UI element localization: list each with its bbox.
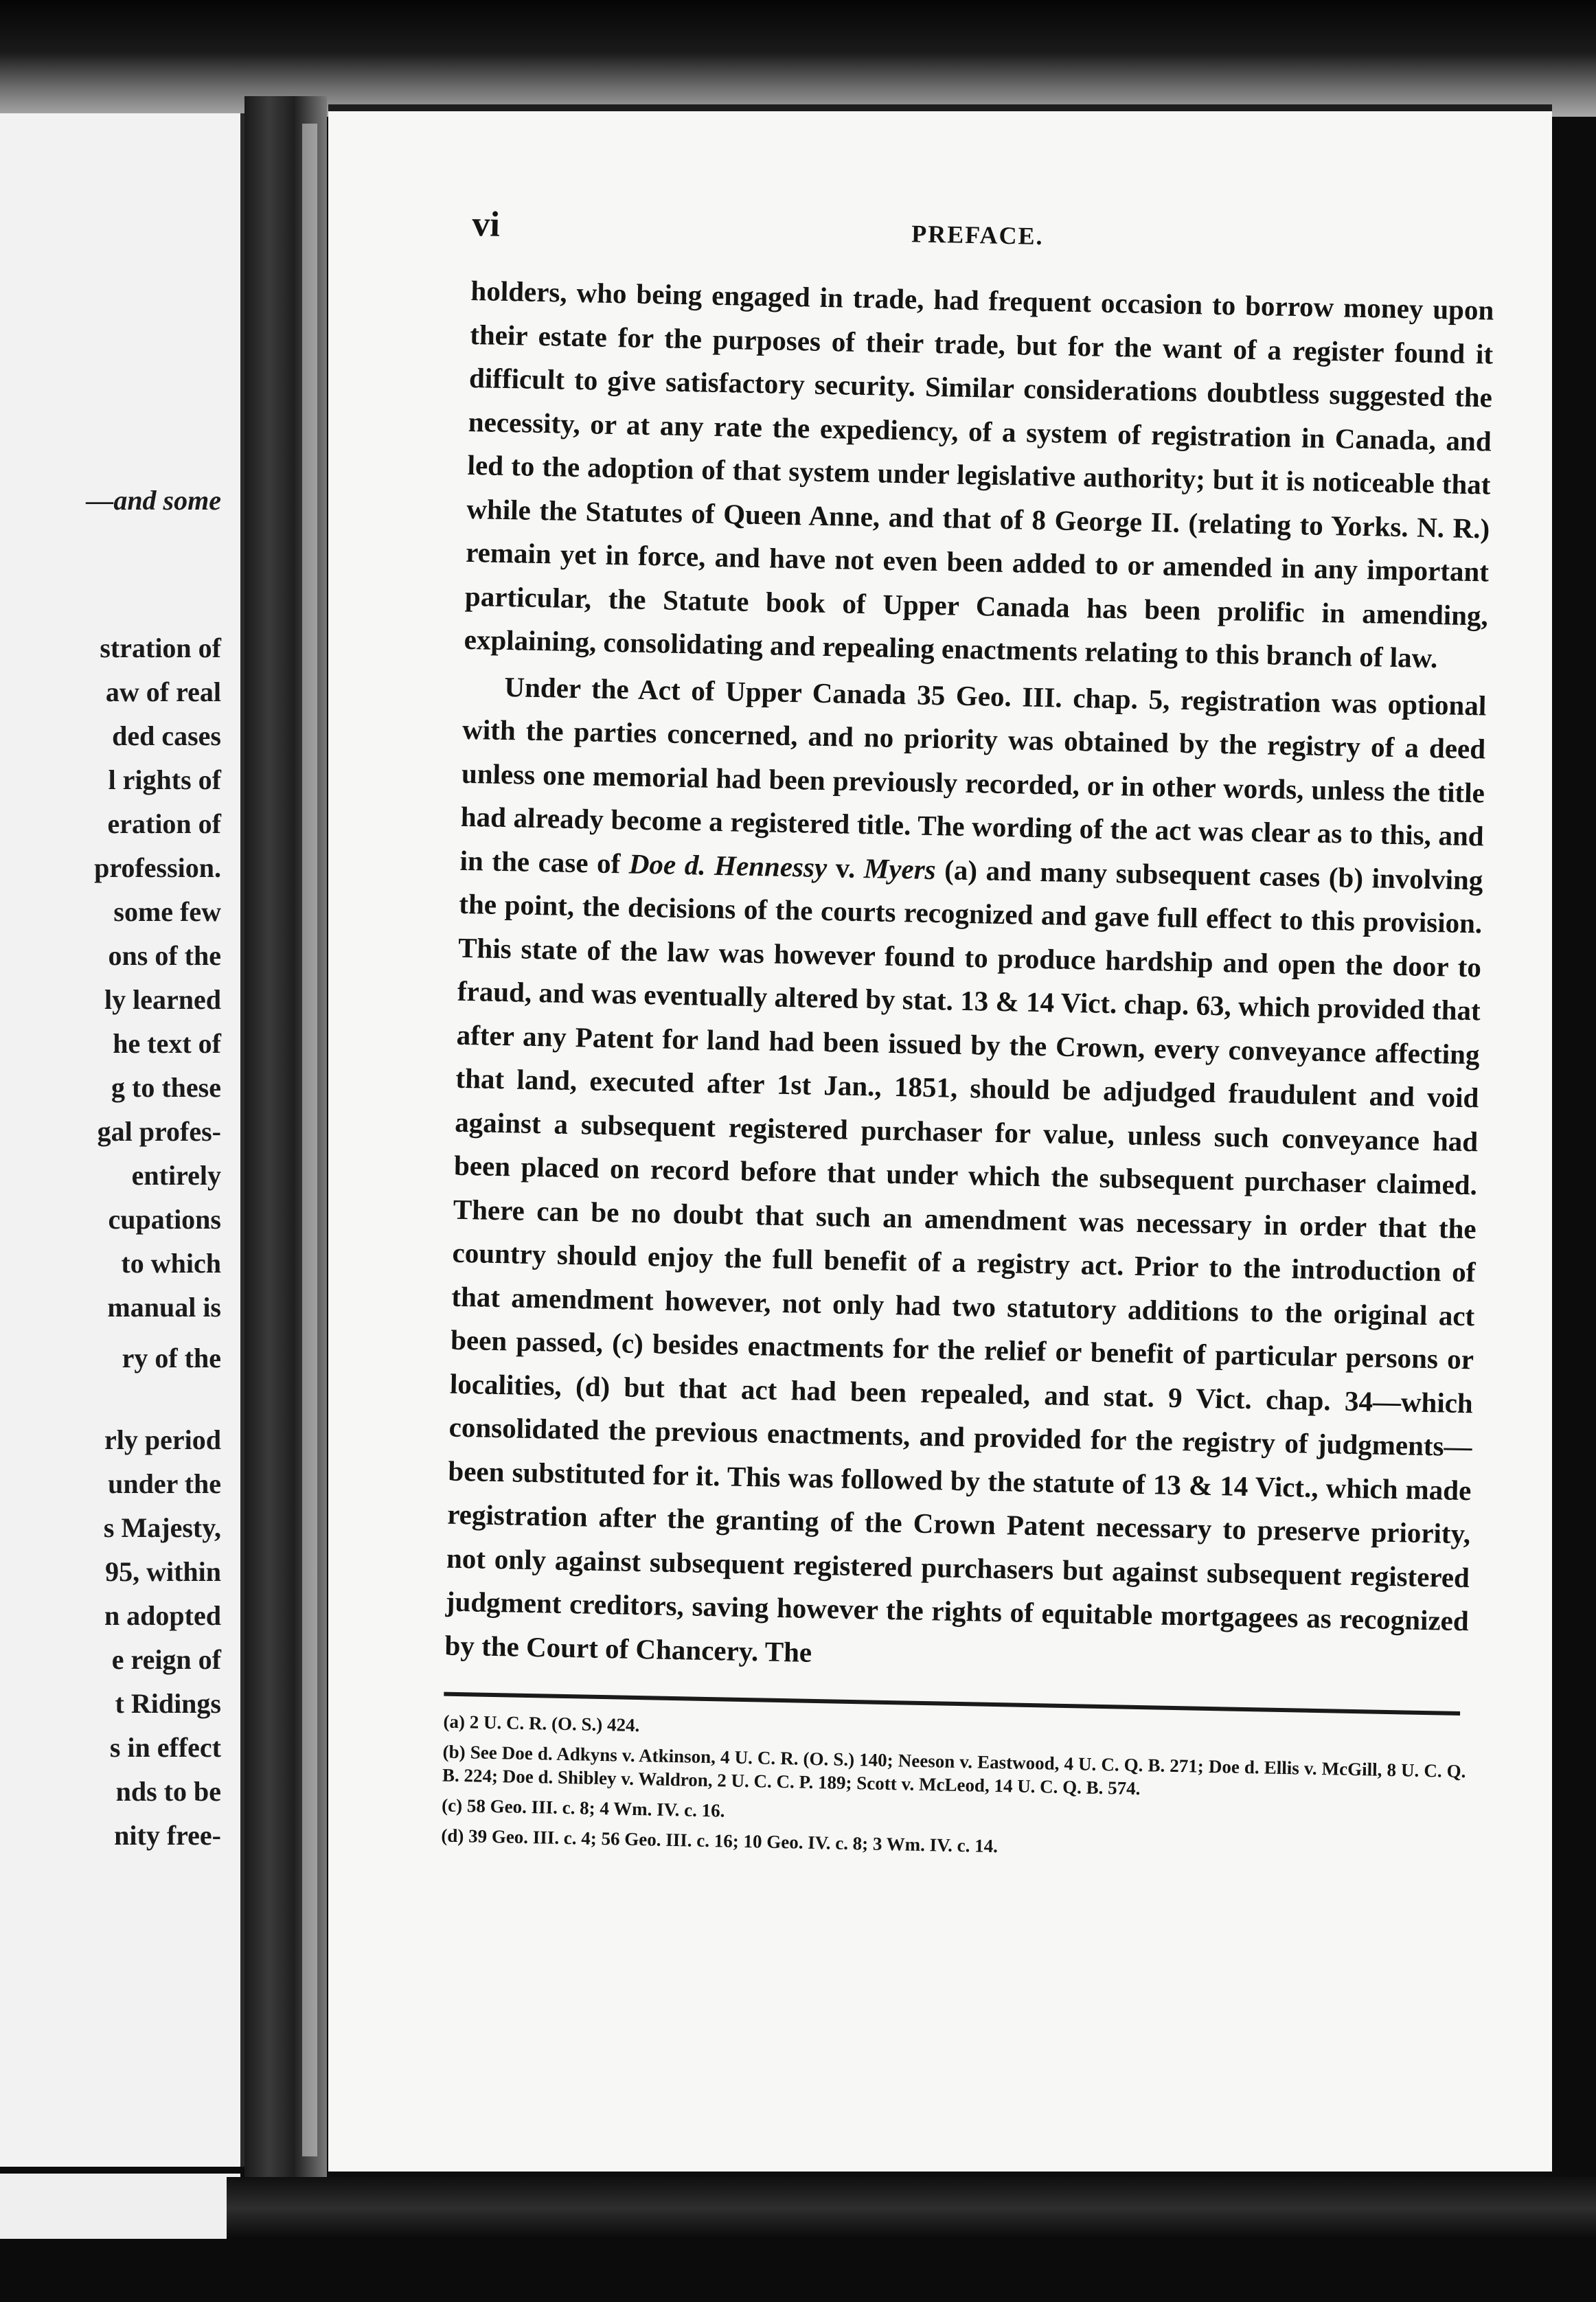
left-page-line: ly learned bbox=[104, 984, 221, 1015]
footnote-b: (b) See Doe d. Adkyns v. Atkinson, 4 U. C. R. (O. S.) 140; Neeson v. Eastwood, 4 U. C. Q. B. 271; Doe d. Ellis v. McGill, 8 U. C. Q. B. 224; Doe d. Shibley v. Waldron, 2 U. C. C. P. 189; Scott v. McLeod, 14 U. C. Q. B. 574. bbox=[442, 1741, 1466, 1799]
left-page-line: ded cases bbox=[112, 720, 221, 751]
left-page-line: stration of bbox=[100, 633, 221, 663]
scanner-top-edge bbox=[0, 0, 1596, 117]
case-name-doe-hennessy: Doe d. Hennessy bbox=[628, 847, 828, 883]
footnote-a: (a) 2 U. C. R. (O. S.) 424. bbox=[443, 1711, 640, 1736]
left-page-line: s Majesty, bbox=[103, 1512, 221, 1543]
footnote-c: (c) 58 Geo. III. c. 8; 4 Wm. IV. c. 16. bbox=[441, 1794, 725, 1821]
left-page-line: 95, within bbox=[105, 1556, 221, 1587]
page-number: vi bbox=[471, 204, 501, 244]
left-page-line: e reign of bbox=[111, 1644, 221, 1675]
left-page-line: under the bbox=[108, 1468, 221, 1499]
left-page-line: rly period bbox=[104, 1424, 221, 1455]
left-page-line: n adopted bbox=[104, 1600, 221, 1631]
versus-text: v. bbox=[826, 851, 865, 884]
page-title: PREFACE. bbox=[911, 220, 1044, 250]
left-page-line: some few bbox=[113, 896, 221, 927]
left-page-line: manual is bbox=[107, 1292, 221, 1323]
left-page-line: nds to be bbox=[115, 1776, 221, 1807]
left-page-line: eration of bbox=[107, 808, 221, 839]
left-page-line: cupations bbox=[108, 1204, 221, 1235]
left-page-line: gal profes- bbox=[97, 1116, 221, 1147]
left-page-line: aw of real bbox=[105, 676, 221, 707]
paragraph-2 bbox=[444, 664, 1487, 1687]
case-name-myers: Myers bbox=[863, 852, 937, 885]
paragraph-2-part-a: Under the Act of Upper Canada 35 Geo. III. chap. 5, registration was optional with the parties concerned, and no priority was obtained by the registry of a deed unless one memorial had been previously recorded, or in other words, unless the title had already become a registered title. The wording of the act was clear as to this, and in the case of bbox=[459, 670, 1487, 880]
left-page-line: profession. bbox=[94, 852, 221, 883]
paragraph-2-part-b: (a) and many subsequent cases (b) involving the point, the decisions of the courts recognized and gave full effect to this provision. This state of the law was however found to produce hardship and open the door to fraud, and was eventually altered by stat. 13 & 14 Vict. chap. 63, which provided that after any Patent for land had been issued by the Crown, every conveyance affecting that land, executed after 1st Jan., 1851, should be adjudged fraudulent and void against a subsequent registered purchaser for value, unless such conveyance had been placed on record before that under which the subsequent purchaser claimed. There can be no doubt that such an amendment was necessary in order that the country should enjoy the full benefit of a registry act. Prior to the introduction of that amendment however, not only had two statutory additions to the original act been passed, (c) besides enactments for the relief or benefit of particular persons or localities, (d) but that act had been repealed, and stat. 9 Vict. chap. 34—which consolidated the previous enactments, and provided for the registry of judgments—been substituted for it. This was followed by the statute of 13 & 14 Vict., which made registration after the granting of the Crown Patent necessary to preserve priority, not only against subsequent registered purchasers but against subsequent registered judgment creditors, saving however the rights of equitable mortgagees as recognized by the Court of Chancery. The bbox=[444, 853, 1483, 1668]
footnote-rule bbox=[444, 1692, 1460, 1716]
left-page-line: ons of the bbox=[108, 940, 221, 971]
left-page-line: to which bbox=[121, 1248, 221, 1279]
left-page-line: he text of bbox=[113, 1028, 221, 1059]
left-page-line: nity free- bbox=[114, 1820, 221, 1851]
spine-highlight bbox=[302, 124, 317, 2156]
left-page-line: entirely bbox=[131, 1160, 221, 1191]
paragraph-1: holders, who being engaged in trade, had frequent occasion to borrow money upon their estate for the purposes of their trade, but for the want of a register found it difficult to give satisfactory security. Similar considerations doubtless suggested the necessity, or at any rate the expediency, of a system of registration in Canada, and led to the adoption of that system under legislative authority; but it is noticeable that while the Statutes of Queen Anne, and that of 8 George II. (relating to Yorks. N. R.) remain yet in force, and have not even been added to or amended in any important particular, the Statute book of Upper Canada has been prolific in amending, explaining, consolidating and repealing enactments relating to this branch of law. bbox=[464, 274, 1494, 674]
left-page-line: —and some bbox=[86, 485, 221, 516]
left-page-bottom bbox=[0, 2174, 240, 2239]
left-page-line: l rights of bbox=[108, 764, 221, 795]
left-page-line: t Ridings bbox=[115, 1688, 221, 1719]
left-page-fragment bbox=[0, 113, 244, 2167]
left-page-line: s in effect bbox=[109, 1732, 221, 1763]
left-page-line: ry of the bbox=[122, 1343, 221, 1374]
footnote-d: (d) 39 Geo. III. c. 4; 56 Geo. III. c. 16; 10 Geo. IV. c. 8; 3 Wm. IV. c. 14. bbox=[441, 1825, 999, 1857]
text-block bbox=[441, 204, 1496, 1873]
right-page bbox=[328, 104, 1552, 2188]
left-page-line: g to these bbox=[111, 1072, 221, 1103]
scanner-bottom-edge bbox=[227, 2177, 1596, 2239]
